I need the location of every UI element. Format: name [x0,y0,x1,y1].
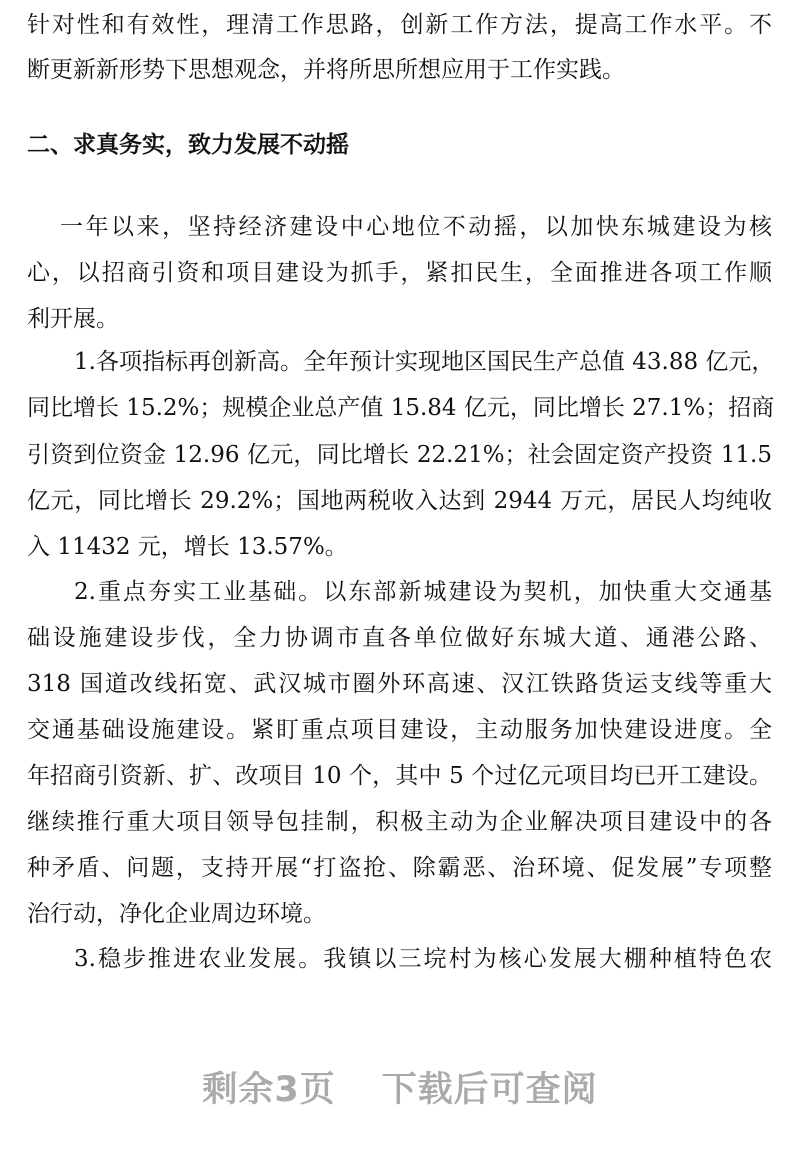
paragraph-line: 1.各项指标再创新高。全年预计实现地区国民生产总值 43.88 亿元， [74,349,775,375]
download-prompt[interactable] [0,1062,800,1112]
paragraph-line: 同比增长 15.2%；规模企业总产值 15.84 亿元，同比增长 27.1%；招商 [27,395,775,421]
paragraph-line: 引资到位资金 12.96 亿元，同比增长 22.21%；社会固定资产投资 11.5 [27,442,772,468]
download-to-view-text: 下载后可查阅 [381,1070,598,1110]
paragraph-line: 继续推行重大项目领导包挂制，积极主动为企业解决项目建设中的各 [27,809,772,835]
paragraph-line: 心，以招商引资和项目建设为抓手，紧扣民生，全面推进各项工作顺 [27,260,772,286]
paragraph-line: 亿元，同比增长 29.2%；国地两税收入达到 2944 万元，居民人均纯收 [27,488,772,514]
paragraph-line: 2.重点夯实工业基础。以东部新城建设为契机，加快重大交通基 [74,579,772,605]
paragraph-line: 318 国道改线拓宽、武汉城市圈外环高速、汉江铁路货运支线等重大 [27,671,772,697]
section-heading: 二、求真务实，致力发展不动摇 [27,132,349,158]
paragraph-line: 断更新新形势下思想观念，并将所思所想应用于工作实践。 [27,57,625,83]
paragraph-line: 针对性和有效性，理清工作思路，创新工作方法，提高工作水平。不 [27,12,772,38]
paragraph-line: 一年以来，坚持经济建设中心地位不动摇，以加快东城建设为核 [60,214,772,240]
paragraph-line: 年招商引资新、扩、改项目 10 个，其中 5 个过亿元项目均已开工建设。 [27,763,772,789]
paragraph-line: 利开展。 [27,306,119,332]
paragraph-line: 3.稳步推进农业发展。我镇以三垸村为核心发展大棚种植特色农 [74,946,772,972]
paragraph-line: 础设施建设步伐，全力协调市直各单位做好东城大道、通港公路、 [27,625,772,651]
paragraph-line: 种矛盾、问题，支持开展“打盗抢、除霸恶、治环境、促发展”专项整 [27,855,772,881]
paragraph-line: 入 11432 元，增长 13.57%。 [27,534,348,560]
remaining-pages-text: 剩余3页 [202,1070,336,1110]
paragraph-line: 治行动，净化企业周边环境。 [27,901,326,927]
paragraph-line: 交通基础设施建设。紧盯重点项目建设，主动服务加快建设进度。全 [27,717,772,743]
